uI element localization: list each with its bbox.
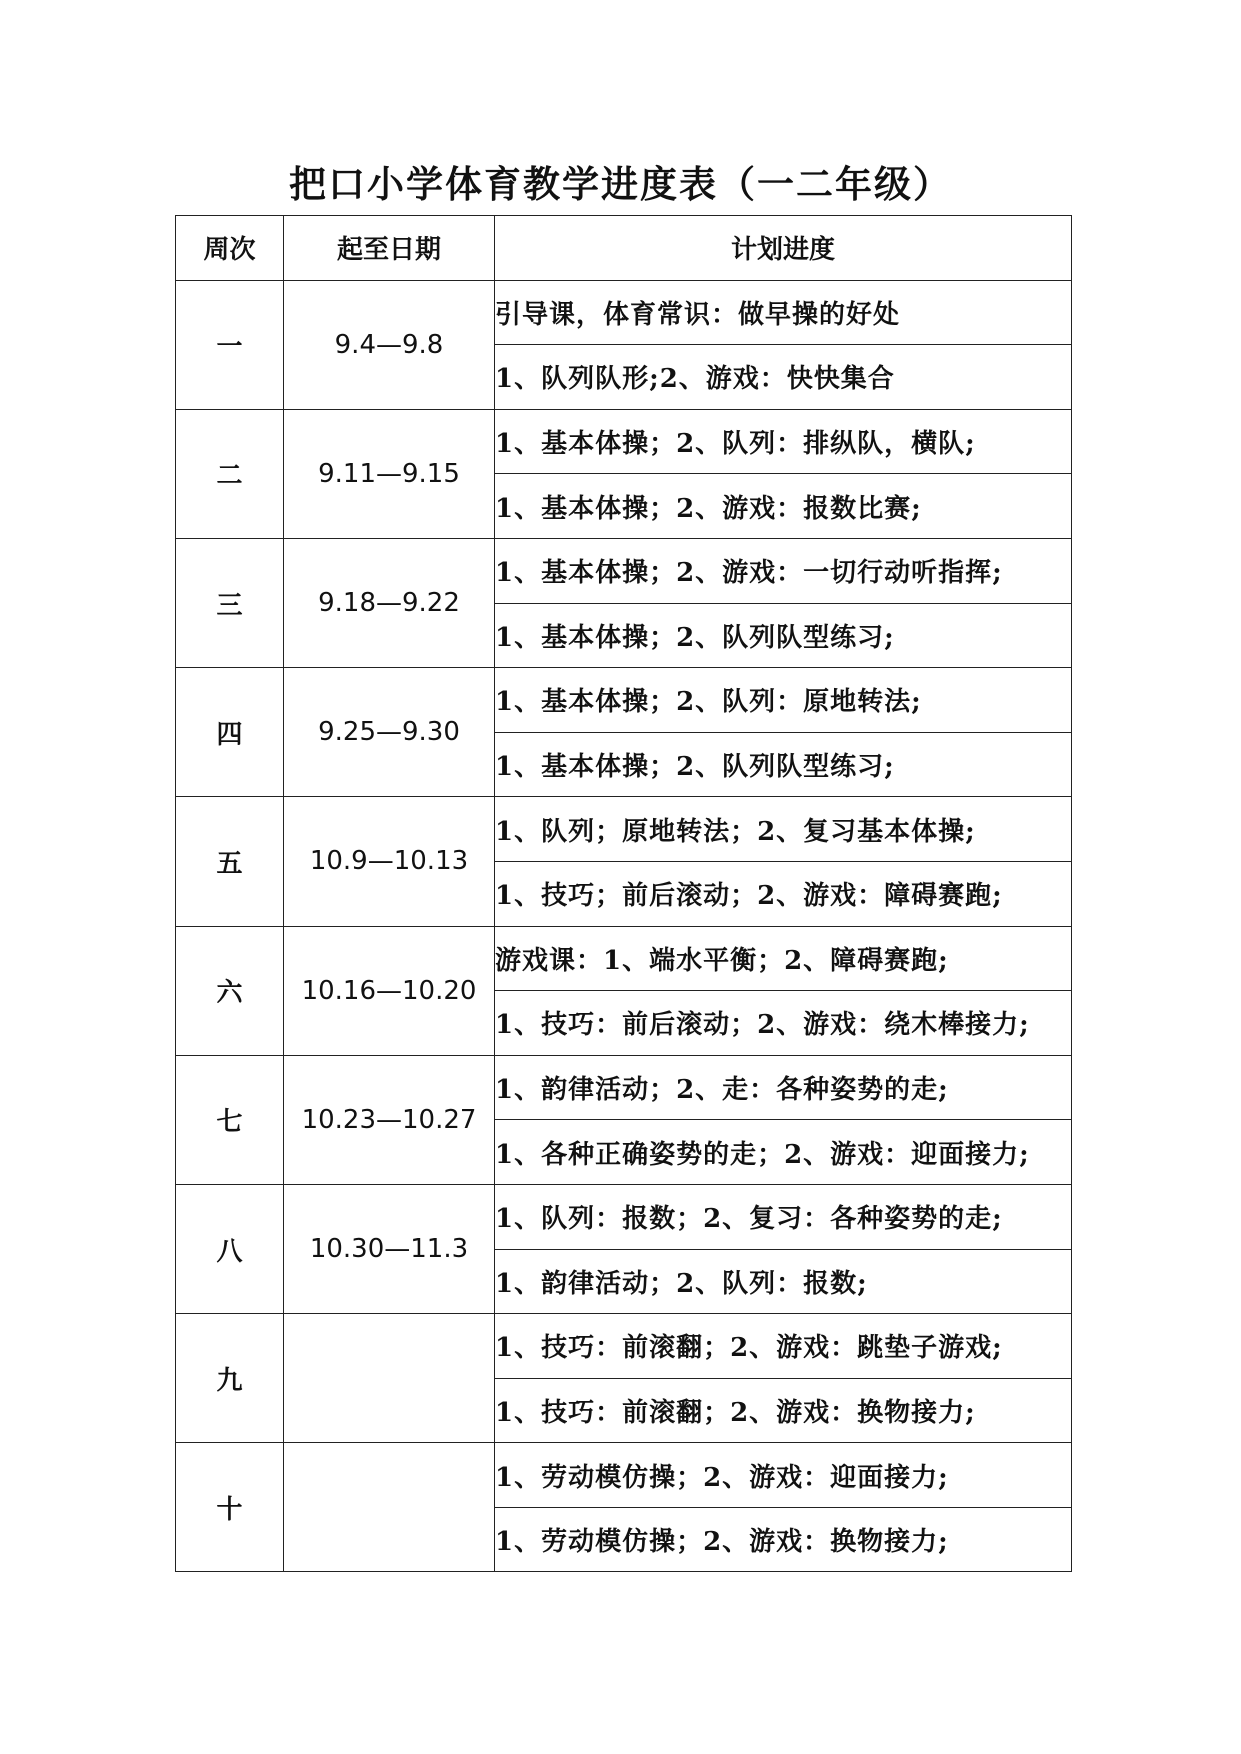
table-row <box>176 409 1072 474</box>
week-cell: 二 <box>176 409 284 538</box>
table-row <box>176 1055 1072 1120</box>
plan-cell: 1、技巧：前滚翻；2、游戏：跳垫子游戏; <box>495 1314 1072 1379</box>
plan-cell: 1、队列；原地转法；2、复习基本体操; <box>495 797 1072 862</box>
week-cell: 七 <box>176 1055 284 1184</box>
week-cell: 十 <box>176 1443 284 1572</box>
plan-cell: 1、劳动模仿操；2、游戏：迎面接力; <box>495 1443 1072 1508</box>
date-cell <box>284 1443 495 1572</box>
table-row <box>176 280 1072 345</box>
date-cell <box>284 1314 495 1443</box>
plan-cell: 1、各种正确姿势的走；2、游戏：迎面接力; <box>495 1120 1072 1185</box>
document-title: 把口小学体育教学进度表（一二年级） <box>289 162 952 206</box>
plan-cell: 1、基本体操；2、队列队型练习; <box>495 603 1072 668</box>
plan-cell: 1、劳动模仿操；2、游戏：换物接力; <box>495 1507 1072 1572</box>
week-cell: 九 <box>176 1314 284 1443</box>
plan-cell: 1、韵律活动；2、走：各种姿势的走; <box>495 1055 1072 1120</box>
table-row <box>176 926 1072 991</box>
plan-cell: 1、韵律活动；2、队列：报数; <box>495 1249 1072 1314</box>
plan-cell: 1、技巧：前滚翻；2、游戏：换物接力; <box>495 1378 1072 1443</box>
table-row <box>176 1314 1072 1379</box>
plan-cell: 游戏课：1、端水平衡；2、障碍赛跑; <box>495 926 1072 991</box>
date-cell: 9.25—9.30 <box>284 668 495 797</box>
plan-cell: 1、技巧；前后滚动；2、游戏：障碍赛跑; <box>495 861 1072 926</box>
plan-cell: 1、基本体操；2、游戏：报数比赛; <box>495 474 1072 539</box>
plan-cell: 1、队列队形;2、游戏：快快集合 <box>495 345 1072 410</box>
plan-cell: 1、队列：报数；2、复习：各种姿势的走; <box>495 1184 1072 1249</box>
plan-cell: 1、基本体操；2、队列：原地转法; <box>495 668 1072 733</box>
date-cell: 9.4—9.8 <box>284 280 495 409</box>
date-cell: 10.9—10.13 <box>284 797 495 926</box>
week-cell: 一 <box>176 280 284 409</box>
plan-cell: 1、基本体操；2、队列队型练习; <box>495 732 1072 797</box>
plan-cell: 引导课，体育常识：做早操的好处 <box>495 280 1072 345</box>
week-cell: 六 <box>176 926 284 1055</box>
table-row <box>176 1184 1072 1249</box>
table-row <box>176 668 1072 733</box>
table-row <box>176 538 1072 603</box>
date-cell: 9.18—9.22 <box>284 538 495 667</box>
date-cell: 9.11—9.15 <box>284 409 495 538</box>
date-cell: 10.30—11.3 <box>284 1184 495 1313</box>
week-cell: 五 <box>176 797 284 926</box>
header-dates: 起至日期 <box>284 216 495 281</box>
week-cell: 八 <box>176 1184 284 1313</box>
plan-cell: 1、基本体操；2、游戏：一切行动听指挥; <box>495 538 1072 603</box>
header-row <box>176 216 1072 281</box>
header-week: 周次 <box>176 216 284 281</box>
plan-cell: 1、基本体操；2、队列：排纵队，横队; <box>495 409 1072 474</box>
date-cell: 10.23—10.27 <box>284 1055 495 1184</box>
plan-cell: 1、技巧：前后滚动；2、游戏：绕木棒接力; <box>495 991 1072 1056</box>
week-cell: 三 <box>176 538 284 667</box>
schedule-table <box>175 215 1072 1572</box>
table-row <box>176 1443 1072 1508</box>
week-cell: 四 <box>176 668 284 797</box>
table-row <box>176 797 1072 862</box>
header-plan: 计划进度 <box>495 216 1072 281</box>
date-cell: 10.16—10.20 <box>284 926 495 1055</box>
